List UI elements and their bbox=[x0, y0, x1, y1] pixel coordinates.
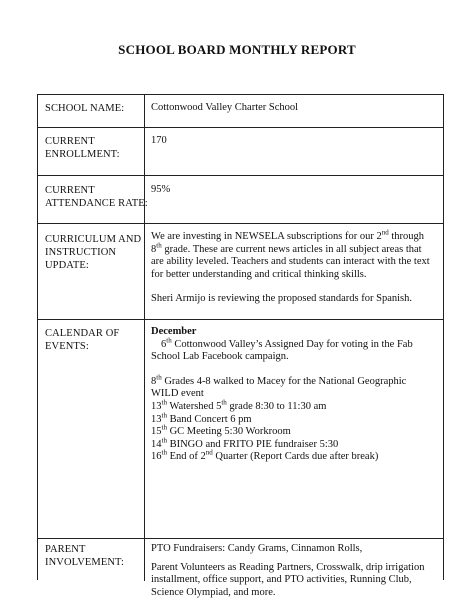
calendar-event bbox=[151, 373, 435, 401]
row-school-name bbox=[38, 95, 443, 128]
parent-paragraph-2: Parent Volunteers as Reading Partners, Crosswalk, drip irrigation installment, office support, and PTO activities, Running Club, Science Olympiad, and more. bbox=[151, 561, 425, 598]
attendance-value: 95% bbox=[151, 184, 171, 195]
attendance-label-line1: CURRENT bbox=[45, 185, 95, 196]
event-text: grade 8:30 to 11:30 am bbox=[226, 400, 327, 412]
event-day: 13 bbox=[151, 400, 162, 412]
event-text: Grades 4-8 walked to Macey for the National Geographic WILD event bbox=[151, 375, 407, 400]
ordinal-suffix: th bbox=[156, 373, 162, 382]
ordinal-suffix: th bbox=[161, 436, 167, 445]
event-day: 16 bbox=[151, 451, 162, 463]
calendar-content bbox=[151, 326, 435, 464]
calendar-event bbox=[151, 411, 435, 427]
column-divider bbox=[144, 320, 145, 538]
row-parent-involvement bbox=[38, 539, 443, 598]
row-curriculum bbox=[38, 224, 443, 320]
parent-label-line2: INVOLVEMENT: bbox=[45, 557, 125, 568]
column-divider bbox=[144, 224, 145, 319]
event-text: BINGO and FRITO PIE fundraiser 5:30 bbox=[166, 438, 339, 450]
column-divider bbox=[144, 128, 145, 175]
calendar-label-line2: EVENTS: bbox=[45, 341, 89, 352]
calendar-event bbox=[151, 436, 435, 452]
calendar-event bbox=[151, 398, 435, 414]
event-day: 13 bbox=[151, 413, 162, 425]
ordinal-suffix: th bbox=[161, 423, 167, 432]
ordinal-suffix: th bbox=[161, 398, 167, 407]
ordinal-suffix: th bbox=[166, 336, 172, 345]
curriculum-text: through 8 bbox=[151, 231, 424, 255]
event-text: Quarter (Report Cards due after break) bbox=[212, 451, 379, 463]
calendar-event bbox=[151, 423, 435, 439]
report-table bbox=[37, 94, 444, 598]
curriculum-paragraph-2: Sheri Armijo is reviewing the proposed standards for Spanish. bbox=[151, 293, 413, 305]
calendar-event bbox=[151, 448, 435, 464]
ordinal-suffix: th bbox=[161, 411, 167, 420]
calendar-month: December bbox=[151, 326, 197, 337]
parent-label-line1: PARENT bbox=[45, 544, 86, 555]
attendance-label-line2: ATTENDANCE RATE: bbox=[45, 198, 148, 209]
ordinal-suffix: th bbox=[156, 241, 162, 250]
event-text: Band Concert 6 pm bbox=[166, 413, 252, 425]
column-divider bbox=[144, 539, 145, 581]
event-day: 14 bbox=[151, 438, 162, 450]
school-name-value: Cottonwood Valley Charter School bbox=[151, 102, 299, 113]
calendar-event bbox=[151, 336, 435, 364]
event-day: 6 bbox=[161, 338, 167, 350]
ordinal-suffix: nd bbox=[205, 448, 213, 457]
ordinal-suffix: th bbox=[221, 398, 227, 407]
enrollment-label-line2: ENROLLMENT: bbox=[45, 149, 120, 160]
curriculum-text: grade. These are current news articles in all subject areas that are ability leveled. Teachers and students can interact with the text for better understanding and critical thinking skills. bbox=[151, 243, 430, 280]
school-name-label: SCHOOL NAME: bbox=[45, 103, 125, 114]
event-text: Watershed 5 bbox=[166, 400, 222, 412]
enrollment-value: 170 bbox=[151, 135, 167, 146]
parent-content bbox=[151, 543, 435, 599]
enrollment-label-line1: CURRENT bbox=[45, 136, 95, 147]
curriculum-paragraph bbox=[151, 228, 435, 281]
event-day: 8 bbox=[151, 375, 157, 387]
column-divider bbox=[144, 95, 145, 127]
curriculum-label-line1: CURRICULUM AND bbox=[45, 234, 142, 245]
row-attendance bbox=[38, 176, 443, 224]
curriculum-content bbox=[151, 228, 435, 306]
row-enrollment bbox=[38, 128, 443, 176]
curriculum-text: We are investing in NEWSELA subscriptions for our 2 bbox=[151, 231, 382, 242]
ordinal-suffix: th bbox=[161, 448, 167, 457]
event-text: Cottonwood Valley’s Assigned Day for voting in the Fab School Lab Facebook campaign. bbox=[151, 338, 413, 363]
row-calendar bbox=[38, 320, 443, 539]
event-text: GC Meeting 5:30 Workroom bbox=[166, 426, 291, 438]
curriculum-label-line2: INSTRUCTION bbox=[45, 247, 117, 258]
parent-paragraph-1: PTO Fundraisers: Candy Grams, Cinnamon Rolls, bbox=[151, 543, 363, 554]
event-day: 15 bbox=[151, 426, 162, 438]
curriculum-label-line3: UPDATE: bbox=[45, 260, 89, 271]
calendar-label-line1: CALENDAR OF bbox=[45, 328, 120, 339]
report-title: SCHOOL BOARD MONTHLY REPORT bbox=[118, 42, 356, 57]
event-text: End of 2 bbox=[166, 451, 206, 463]
ordinal-suffix: nd bbox=[381, 228, 389, 237]
